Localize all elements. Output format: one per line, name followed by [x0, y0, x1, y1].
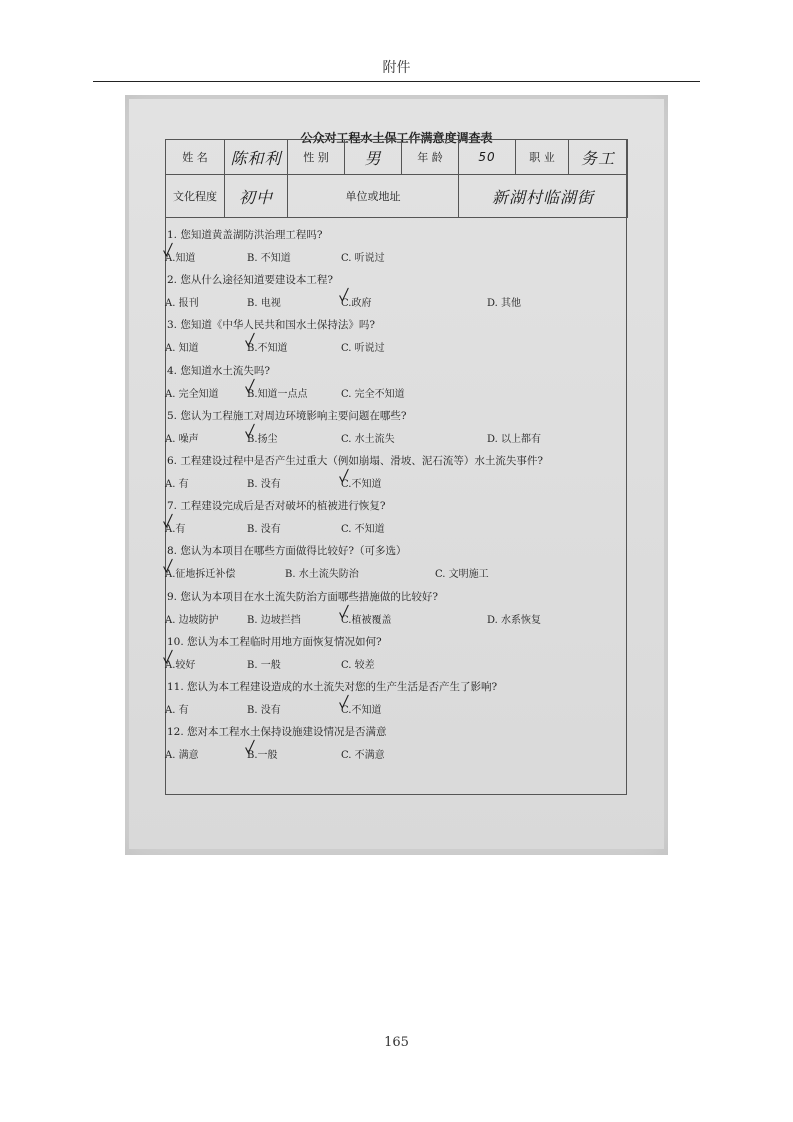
question-8-text: 8. 您认为本项目在哪些方面做得比较好?（可多选）: [167, 545, 407, 558]
question-3-option-a[interactable]: A. 知道: [165, 343, 199, 355]
question-3-text: 3. 您知道《中华人民共和国水土保持法》吗?: [167, 319, 375, 332]
question-8-option-a[interactable]: A.征地拆迁补偿: [165, 569, 236, 581]
question-12-text: 12. 您对本工程水土保持设施建设情况是否满意: [167, 726, 387, 739]
header-rule: [93, 81, 700, 82]
checkmark-icon: [163, 649, 173, 665]
gender-value: [345, 140, 402, 175]
question-3-option-c[interactable]: C. 听说过: [341, 343, 385, 355]
page-header-label: 附件: [382, 60, 411, 76]
question-6-option-a[interactable]: A. 有: [165, 479, 189, 490]
checkmark-icon: [339, 694, 349, 710]
question-3-option-b[interactable]: B.不知道: [247, 343, 288, 355]
question-2-option-b[interactable]: B. 电视: [247, 298, 281, 310]
question-2-option-c[interactable]: C.政府: [341, 298, 372, 310]
question-9-option-c[interactable]: C.植被覆盖: [341, 614, 392, 626]
question-4-option-b[interactable]: B.知道一点点: [247, 388, 308, 400]
question-4-text: 4. 您知道水土流失吗?: [167, 364, 270, 377]
checkmark-icon: [163, 242, 173, 258]
question-2-text: 2. 您从什么途径知道要建设本工程?: [167, 274, 333, 287]
question-7-text: 7. 工程建设完成后是否对破坏的植被进行恢复?: [167, 500, 386, 513]
question-12-option-a[interactable]: A. 满意: [165, 750, 199, 762]
question-9-option-d[interactable]: D. 水系恢复: [487, 614, 542, 626]
gender-value-text: 男: [364, 148, 382, 168]
checkmark-icon: [163, 513, 173, 529]
address-label: 单位或地址: [288, 175, 459, 218]
gender-label: 性 别: [288, 140, 345, 175]
question-10-option-a[interactable]: A.较好: [165, 659, 196, 671]
question-5-option-a[interactable]: A. 噪声: [165, 433, 199, 445]
question-5-option-b[interactable]: B.扬尘: [247, 433, 278, 445]
page-number: 165: [384, 1035, 409, 1050]
question-1-option-a[interactable]: A.知道: [165, 253, 196, 264]
question-5-text: 5. 您认为工程施工对周边环境影响主要问题在哪些?: [167, 409, 407, 422]
checkmark-icon: [245, 739, 255, 755]
education-label: 文化程度: [166, 175, 225, 218]
question-6-text: 6. 工程建设过程中是否产生过重大（例如崩塌、滑坡、泥石流等）水土流失事件?: [167, 455, 543, 467]
question-9-option-b[interactable]: B. 边坡拦挡: [247, 614, 301, 626]
question-10-option-c[interactable]: C. 较差: [341, 659, 375, 671]
question-7-option-b[interactable]: B. 没有: [247, 524, 281, 536]
question-4-option-a[interactable]: A. 完全知道: [165, 388, 219, 400]
name-value-text: 陈和利: [230, 148, 282, 168]
question-4-option-c[interactable]: C. 完全不知道: [341, 388, 405, 400]
question-11-option-a[interactable]: A. 有: [165, 705, 189, 716]
question-12-option-c[interactable]: C. 不满意: [341, 750, 385, 762]
question-12-option-b[interactable]: B.一般: [247, 750, 278, 762]
question-6-option-b[interactable]: B. 没有: [247, 479, 281, 490]
checkmark-icon: [339, 468, 349, 484]
age-value: [459, 140, 516, 175]
checkmark-icon: [339, 604, 349, 620]
question-2-option-d[interactable]: D. 其他: [487, 298, 522, 310]
checkmark-icon: [245, 378, 255, 394]
question-2-option-a[interactable]: A. 报刊: [165, 298, 199, 310]
question-11-option-b[interactable]: B. 没有: [247, 705, 281, 716]
name-label: 姓 名: [166, 140, 225, 175]
form-title: 公众对工程水土保工作满意度调查表: [300, 131, 493, 145]
name-value: [225, 140, 288, 175]
question-8-option-b[interactable]: B. 水土流失防治: [285, 569, 359, 581]
address-value: [459, 175, 628, 218]
age-value-text: 50: [478, 150, 496, 164]
scanned-form-photo: [125, 95, 668, 855]
question-6-option-c[interactable]: C.不知道: [341, 479, 382, 490]
education-value: [225, 175, 288, 218]
question-8-option-c[interactable]: C. 文明施工: [435, 569, 489, 581]
question-1-option-b[interactable]: B. 不知道: [247, 253, 291, 264]
question-10-text: 10. 您认为本工程临时用地方面恢复情况如何?: [167, 635, 382, 648]
question-11-text: 11. 您认为本工程建设造成的水土流失对您的生产生活是否产生了影响?: [167, 681, 498, 693]
job-value-text: 务工: [580, 148, 615, 168]
question-1-text: 1. 您知道黄盖湖防洪治理工程吗?: [167, 229, 323, 241]
question-11-option-c[interactable]: C.不知道: [341, 705, 382, 716]
age-label: 年 龄: [402, 140, 459, 175]
checkmark-icon: [339, 287, 349, 303]
question-5-option-c[interactable]: C. 水土流失: [341, 433, 395, 445]
question-5-option-d[interactable]: D. 以上都有: [487, 433, 542, 445]
info-table: [165, 139, 628, 218]
job-value: [569, 140, 628, 175]
question-9-option-a[interactable]: A. 边坡防护: [165, 614, 219, 626]
question-10-option-b[interactable]: B. 一般: [247, 659, 281, 671]
checkmark-icon: [163, 558, 173, 574]
checkmark-icon: [245, 332, 255, 348]
question-9-text: 9. 您认为本项目在水土流失防治方面哪些措施做的比较好?: [167, 590, 438, 603]
question-7-option-c[interactable]: C. 不知道: [341, 524, 385, 536]
education-value-text: 初中: [238, 187, 273, 207]
checkmark-icon: [245, 423, 255, 439]
address-value-text: 新湖村临湖街: [491, 187, 594, 207]
job-label: 职 业: [516, 140, 569, 175]
question-1-option-c[interactable]: C. 听说过: [341, 253, 385, 264]
question-7-option-a[interactable]: A.有: [165, 524, 186, 536]
